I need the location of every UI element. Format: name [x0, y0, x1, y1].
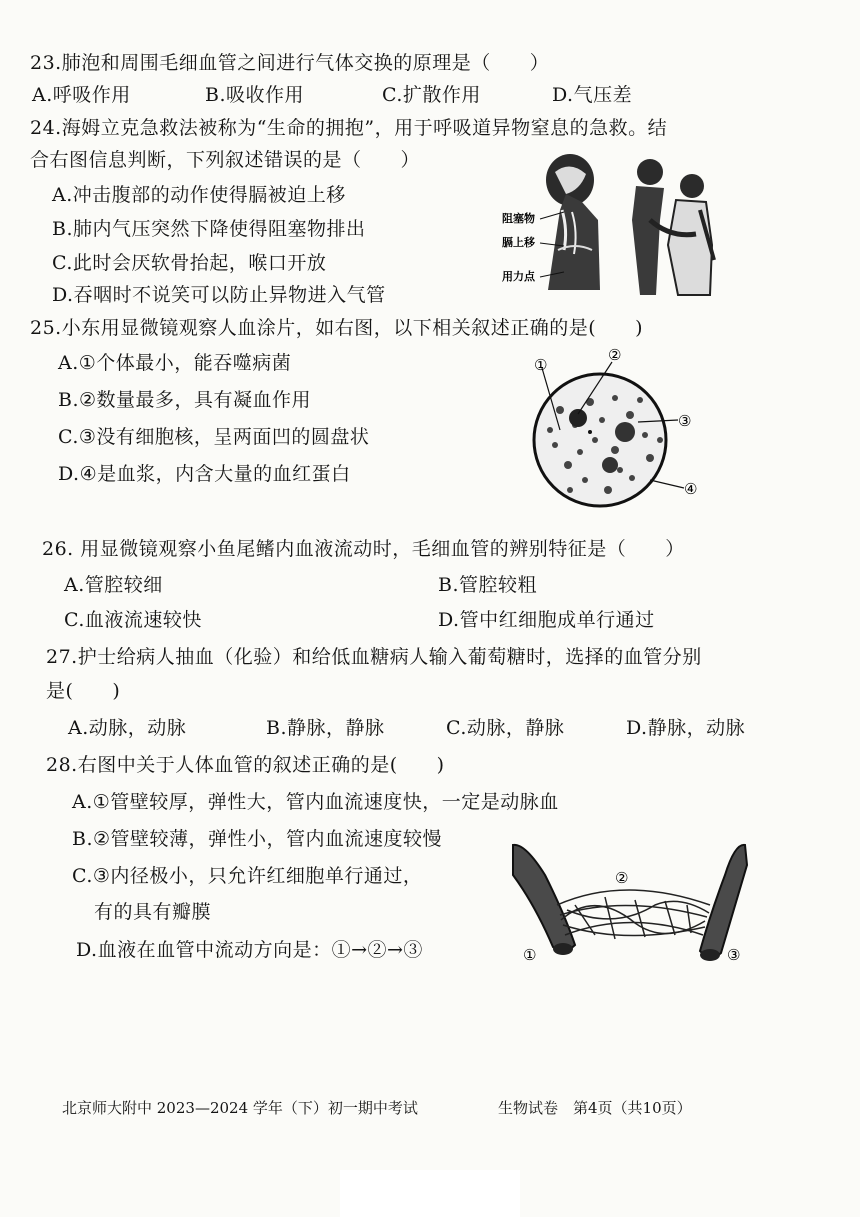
label-blockage: 阻塞物	[502, 212, 535, 225]
label-2: ②	[615, 869, 629, 887]
label-force-point: 用力点	[502, 270, 535, 283]
q27-option-d: D.静脉，动脉	[626, 717, 746, 739]
q26-option-d: D.管中红细胞成单行通过	[438, 609, 655, 631]
blank-area	[340, 1170, 520, 1217]
blood-smear-figure	[520, 340, 710, 520]
q26-option-a: A.管腔较细	[64, 574, 163, 596]
label-2: ②	[608, 346, 622, 364]
q23-stem: 23.肺泡和周围毛细血管之间进行气体交换的原理是（ ）	[30, 52, 550, 74]
q25-option-d: D.④是血浆，内含大量的血红蛋白	[58, 463, 351, 485]
q23-option-b: B.吸收作用	[205, 84, 305, 106]
q25-option-c: C.③没有细胞核，呈两面凹的圆盘状	[58, 426, 370, 448]
q24-stem-line2: 合右图信息判断，下列叙述错误的是（ ）	[30, 149, 421, 171]
q25-option-b: B.②数量最多，具有凝血作用	[58, 389, 312, 411]
label-4: ④	[684, 480, 698, 498]
q28-option-c: C.③内径极小，只允许红细胞单行通过，	[72, 865, 423, 887]
q28-option-a: A.①管壁较厚，弹性大，管内血流速度快，一定是动脉血	[72, 791, 559, 813]
q27-option-c: C.动脉，静脉	[446, 717, 565, 739]
q24-stem-line1: 24.海姆立克急救法被称为“生命的拥抱”，用于呼吸道异物窒息的急救。结	[30, 117, 668, 139]
label-1: ①	[523, 946, 537, 964]
q27-stem-line1: 27.护士给病人抽血（化验）和给低血糖病人输入葡萄糖时，选择的血管分别	[46, 646, 702, 668]
label-3: ③	[678, 412, 692, 430]
q24-option-c: C.此时会厌软骨抬起，喉口开放	[52, 252, 327, 274]
q24-option-a: A.冲击腹部的动作使得膈被迫上移	[52, 184, 346, 206]
q26-stem: 26. 用显微镜观察小鱼尾鳍内血液流动时，毛细血管的辨别特征是（ ）	[42, 538, 685, 560]
q25-stem: 25.小东用显微镜观察人血涂片，如右图，以下相关叙述正确的是( )	[30, 317, 644, 339]
q28-option-c-cont: 有的具有瓣膜	[94, 901, 212, 923]
q27-option-b: B.静脉，静脉	[266, 717, 385, 739]
blood-vessel-figure	[505, 835, 765, 975]
q27-option-a: A.动脉，动脉	[68, 717, 187, 739]
footer-exam-title: 北京师大附中 2023—2024 学年（下）初一期中考试	[62, 1099, 418, 1117]
q28-option-d: D.血液在血管中流动方向是：①→②→③	[76, 939, 423, 961]
q25-option-a: A.①个体最小，能吞噬病菌	[58, 352, 292, 374]
label-3: ③	[727, 946, 741, 964]
q27-stem-line2: 是( )	[46, 680, 121, 702]
q23-option-c: C.扩散作用	[382, 84, 481, 106]
footer-page-info: 生物试卷 第4页（共10页）	[498, 1099, 692, 1117]
q28-option-b: B.②管壁较薄，弹性小，管内血流速度较慢	[72, 828, 443, 850]
q24-option-d: D.吞咽时不说笑可以防止异物进入气管	[52, 284, 386, 306]
label-diaphragm-up: 膈上移	[502, 236, 535, 249]
q26-option-b: B.管腔较粗	[438, 574, 538, 596]
q26-option-c: C.血液流速较快	[64, 609, 202, 631]
heimlich-figure	[500, 150, 730, 300]
q24-option-b: B.肺内气压突然下降使得阻塞物排出	[52, 218, 366, 240]
q23-option-d: D.气压差	[552, 84, 633, 106]
label-1: ①	[534, 356, 548, 374]
q23-option-a: A.呼吸作用	[32, 84, 131, 106]
q28-stem: 28.右图中关于人体血管的叙述正确的是( )	[46, 754, 445, 776]
